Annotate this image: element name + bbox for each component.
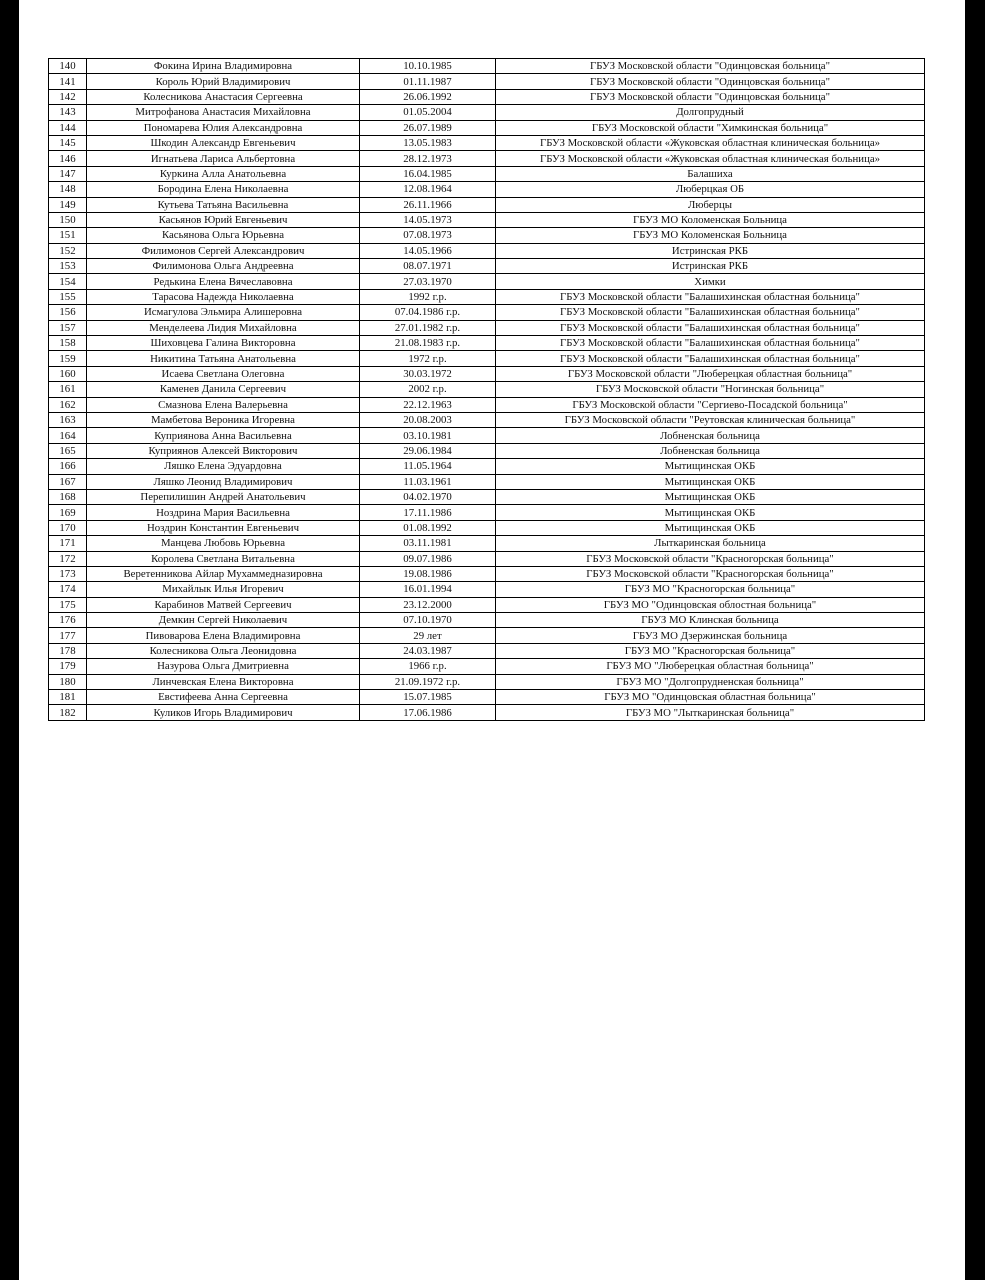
organization-cell: Истринская РКБ (496, 243, 925, 258)
table-row (49, 212, 925, 227)
table-row (49, 289, 925, 304)
birth-date-cell: 28.12.1973 (360, 151, 496, 166)
full-name-cell: Филимонова Ольга Андреевна (87, 259, 360, 274)
birth-date-cell: 11.05.1964 (360, 459, 496, 474)
row-number-cell: 166 (49, 459, 87, 474)
birth-date-cell: 30.03.1972 (360, 366, 496, 381)
full-name-cell: Кутьева Татьяна Васильевна (87, 197, 360, 212)
table-row (49, 197, 925, 212)
row-number-cell: 152 (49, 243, 87, 258)
full-name-cell: Бородина Елена Николаевна (87, 182, 360, 197)
table-row (49, 89, 925, 104)
row-number-cell: 158 (49, 336, 87, 351)
birth-date-cell: 10.10.1985 (360, 59, 496, 74)
full-name-cell: Михайлык Илья Игоревич (87, 582, 360, 597)
organization-cell: Лобненская больница (496, 428, 925, 443)
birth-date-cell: 26.07.1989 (360, 120, 496, 135)
organization-cell: ГБУЗ Московской области "Балашихинская областная больница" (496, 305, 925, 320)
birth-date-cell: 17.11.1986 (360, 505, 496, 520)
organization-cell: ГБУЗ МО Дзержинская больница (496, 628, 925, 643)
table-row (49, 366, 925, 381)
organization-cell: Люберцы (496, 197, 925, 212)
row-number-cell: 149 (49, 197, 87, 212)
table-row (49, 428, 925, 443)
organization-cell: ГБУЗ Московской области "Одинцовская больница" (496, 74, 925, 89)
table-row (49, 166, 925, 181)
full-name-cell: Куликов Игорь Владимирович (87, 705, 360, 720)
birth-date-cell: 07.10.1970 (360, 613, 496, 628)
birth-date-cell: 14.05.1966 (360, 243, 496, 258)
row-number-cell: 176 (49, 613, 87, 628)
organization-cell: ГБУЗ МО Коломенская Больница (496, 228, 925, 243)
organization-cell: Истринская РКБ (496, 259, 925, 274)
table-row (49, 382, 925, 397)
organization-cell: ГБУЗ Московской области "Балашихинская областная больница" (496, 336, 925, 351)
organization-cell: ГБУЗ МО Коломенская Больница (496, 212, 925, 227)
table-row (49, 182, 925, 197)
full-name-cell: Ляшко Елена Эдуардовна (87, 459, 360, 474)
row-number-cell: 182 (49, 705, 87, 720)
organization-cell: ГБУЗ Московской области "Реутовская клиническая больница" (496, 412, 925, 427)
row-number-cell: 154 (49, 274, 87, 289)
table-row (49, 613, 925, 628)
table-row (49, 628, 925, 643)
full-name-cell: Митрофанова Анастасия Михайловна (87, 105, 360, 120)
birth-date-cell: 24.03.1987 (360, 643, 496, 658)
table-row (49, 520, 925, 535)
row-number-cell: 163 (49, 412, 87, 427)
table-row (49, 659, 925, 674)
row-number-cell: 142 (49, 89, 87, 104)
organization-cell: ГБУЗ МО "Одинцовская облостная больница" (496, 597, 925, 612)
birth-date-cell: 21.08.1983 г.р. (360, 336, 496, 351)
organization-cell: ГБУЗ МО "Люберецкая областная больница" (496, 659, 925, 674)
organization-cell: ГБУЗ Московской области «Жуковская областная клиническая больница» (496, 151, 925, 166)
row-number-cell: 179 (49, 659, 87, 674)
row-number-cell: 169 (49, 505, 87, 520)
row-number-cell: 159 (49, 351, 87, 366)
row-number-cell: 167 (49, 474, 87, 489)
organization-cell: Лобненская больница (496, 443, 925, 458)
birth-date-cell: 04.02.1970 (360, 489, 496, 504)
row-number-cell: 164 (49, 428, 87, 443)
table-row (49, 274, 925, 289)
full-name-cell: Карабинов Матвей Сергеевич (87, 597, 360, 612)
row-number-cell: 165 (49, 443, 87, 458)
birth-date-cell: 03.10.1981 (360, 428, 496, 443)
full-name-cell: Шиховцева Галина Викторовна (87, 336, 360, 351)
organization-cell: Лыткаринская больница (496, 536, 925, 551)
organization-cell: Химки (496, 274, 925, 289)
birth-date-cell: 01.05.2004 (360, 105, 496, 120)
table-row (49, 305, 925, 320)
roster-body (49, 59, 925, 721)
birth-date-cell: 1966 г.р. (360, 659, 496, 674)
organization-cell: Мытищинская ОКБ (496, 520, 925, 535)
full-name-cell: Редькина Елена Вячеславовна (87, 274, 360, 289)
full-name-cell: Манцева Любовь Юрьевна (87, 536, 360, 551)
row-number-cell: 173 (49, 566, 87, 581)
full-name-cell: Линчевская Елена Викторовна (87, 674, 360, 689)
table-row (49, 243, 925, 258)
row-number-cell: 170 (49, 520, 87, 535)
full-name-cell: Куркина Алла Анатольевна (87, 166, 360, 181)
row-number-cell: 160 (49, 366, 87, 381)
table-row (49, 120, 925, 135)
birth-date-cell: 21.09.1972 г.р. (360, 674, 496, 689)
full-name-cell: Исмагулова Эльмира Алишеровна (87, 305, 360, 320)
row-number-cell: 145 (49, 135, 87, 150)
table-row (49, 674, 925, 689)
document-page (19, 0, 965, 1280)
organization-cell: ГБУЗ МО "Одинцовская областная больница" (496, 690, 925, 705)
organization-cell: ГБУЗ Московской области "Балашихинская областная больница" (496, 289, 925, 304)
organization-cell: ГБУЗ Московской области "Красногорская больница" (496, 566, 925, 581)
table-row (49, 443, 925, 458)
full-name-cell: Куприянов Алексей Викторович (87, 443, 360, 458)
birth-date-cell: 1972 г.р. (360, 351, 496, 366)
organization-cell: Мытищинская ОКБ (496, 505, 925, 520)
row-number-cell: 144 (49, 120, 87, 135)
row-number-cell: 146 (49, 151, 87, 166)
row-number-cell: 157 (49, 320, 87, 335)
birth-date-cell: 20.08.2003 (360, 412, 496, 427)
full-name-cell: Ляшко Леонид Владимирович (87, 474, 360, 489)
full-name-cell: Филимонов Сергей Александрович (87, 243, 360, 258)
organization-cell: ГБУЗ Московской области "Красногорская больница" (496, 551, 925, 566)
organization-cell: ГБУЗ МО Клинская больница (496, 613, 925, 628)
roster-table (48, 58, 925, 721)
row-number-cell: 174 (49, 582, 87, 597)
table-row (49, 505, 925, 520)
table-row (49, 489, 925, 504)
row-number-cell: 143 (49, 105, 87, 120)
full-name-cell: Пономарева Юлия Александровна (87, 120, 360, 135)
table-row (49, 551, 925, 566)
birth-date-cell: 09.07.1986 (360, 551, 496, 566)
organization-cell: ГБУЗ Московской области "Балашихинская областная больница" (496, 320, 925, 335)
birth-date-cell: 07.08.1973 (360, 228, 496, 243)
table-row (49, 474, 925, 489)
birth-date-cell: 26.06.1992 (360, 89, 496, 104)
table-row (49, 536, 925, 551)
row-number-cell: 171 (49, 536, 87, 551)
full-name-cell: Исаева Светлана Олеговна (87, 366, 360, 381)
organization-cell: ГБУЗ Московской области "Одинцовская больница" (496, 89, 925, 104)
birth-date-cell: 11.03.1961 (360, 474, 496, 489)
full-name-cell: Демкин Сергей Николаевич (87, 613, 360, 628)
full-name-cell: Ноздрина Мария Васильевна (87, 505, 360, 520)
row-number-cell: 175 (49, 597, 87, 612)
birth-date-cell: 14.05.1973 (360, 212, 496, 227)
table-row (49, 74, 925, 89)
table-row (49, 397, 925, 412)
birth-date-cell: 22.12.1963 (360, 397, 496, 412)
organization-cell: Люберцкая ОБ (496, 182, 925, 197)
full-name-cell: Каменев Данила Сергеевич (87, 382, 360, 397)
organization-cell: Мытищинская ОКБ (496, 489, 925, 504)
table-row (49, 690, 925, 705)
birth-date-cell: 01.08.1992 (360, 520, 496, 535)
full-name-cell: Перепилишин Андрей Анатольевич (87, 489, 360, 504)
full-name-cell: Назурова Ольга Дмитриевна (87, 659, 360, 674)
table-row (49, 151, 925, 166)
table-row (49, 566, 925, 581)
row-number-cell: 151 (49, 228, 87, 243)
birth-date-cell: 27.01.1982 г.р. (360, 320, 496, 335)
table-row (49, 412, 925, 427)
row-number-cell: 177 (49, 628, 87, 643)
full-name-cell: Мамбетова Вероника Игоревна (87, 412, 360, 427)
full-name-cell: Менделеева Лидия Михайловна (87, 320, 360, 335)
full-name-cell: Тарасова Надежда Николаевна (87, 289, 360, 304)
full-name-cell: Королева Светлана Витальевна (87, 551, 360, 566)
full-name-cell: Шкодин Александр Евгеньевич (87, 135, 360, 150)
organization-cell: ГБУЗ МО "Долгопрудненская больница" (496, 674, 925, 689)
row-number-cell: 150 (49, 212, 87, 227)
full-name-cell: Король Юрий Владимирович (87, 74, 360, 89)
row-number-cell: 162 (49, 397, 87, 412)
birth-date-cell: 16.04.1985 (360, 166, 496, 181)
full-name-cell: Никитина Татьяна Анатольевна (87, 351, 360, 366)
table-row (49, 351, 925, 366)
table-row (49, 135, 925, 150)
row-number-cell: 155 (49, 289, 87, 304)
birth-date-cell: 23.12.2000 (360, 597, 496, 612)
table-row (49, 228, 925, 243)
table-row (49, 336, 925, 351)
row-number-cell: 153 (49, 259, 87, 274)
organization-cell: ГБУЗ МО "Лыткаринская больница" (496, 705, 925, 720)
birth-date-cell: 13.05.1983 (360, 135, 496, 150)
table-row (49, 643, 925, 658)
birth-date-cell: 27.03.1970 (360, 274, 496, 289)
row-number-cell: 141 (49, 74, 87, 89)
organization-cell: ГБУЗ Московской области "Одинцовская больница" (496, 59, 925, 74)
organization-cell: Долгопрудный (496, 105, 925, 120)
full-name-cell: Пивоварова Елена Владимировна (87, 628, 360, 643)
row-number-cell: 180 (49, 674, 87, 689)
organization-cell: ГБУЗ МО "Красногорская больница" (496, 643, 925, 658)
full-name-cell: Колесникова Ольга Леонидовна (87, 643, 360, 658)
birth-date-cell: 1992 г.р. (360, 289, 496, 304)
organization-cell: Мытищинская ОКБ (496, 474, 925, 489)
organization-cell: Балашиха (496, 166, 925, 181)
full-name-cell: Веретенникова Айлар Мухаммедназировна (87, 566, 360, 581)
birth-date-cell: 03.11.1981 (360, 536, 496, 551)
organization-cell: ГБУЗ МО "Красногорская больница" (496, 582, 925, 597)
birth-date-cell: 2002 г.р. (360, 382, 496, 397)
birth-date-cell: 01.11.1987 (360, 74, 496, 89)
organization-cell: ГБУЗ Московской области «Жуковская областная клиническая больница» (496, 135, 925, 150)
table-row (49, 259, 925, 274)
row-number-cell: 161 (49, 382, 87, 397)
full-name-cell: Смазнова Елена Валерьевна (87, 397, 360, 412)
table-row (49, 582, 925, 597)
row-number-cell: 172 (49, 551, 87, 566)
organization-cell: Мытищинская ОКБ (496, 459, 925, 474)
organization-cell: ГБУЗ Московской области "Химкинская больница" (496, 120, 925, 135)
row-number-cell: 168 (49, 489, 87, 504)
birth-date-cell: 12.08.1964 (360, 182, 496, 197)
full-name-cell: Касьянова Ольга Юрьевна (87, 228, 360, 243)
full-name-cell: Фокина Ирина Владимировна (87, 59, 360, 74)
table-row (49, 320, 925, 335)
table-row (49, 705, 925, 720)
full-name-cell: Колесникова Анастасия Сергеевна (87, 89, 360, 104)
birth-date-cell: 29.06.1984 (360, 443, 496, 458)
row-number-cell: 140 (49, 59, 87, 74)
row-number-cell: 178 (49, 643, 87, 658)
birth-date-cell: 29 лет (360, 628, 496, 643)
full-name-cell: Игнатьева Лариса Альбертовна (87, 151, 360, 166)
row-number-cell: 148 (49, 182, 87, 197)
full-name-cell: Касьянов Юрий Евгеньевич (87, 212, 360, 227)
table-row (49, 105, 925, 120)
birth-date-cell: 26.11.1966 (360, 197, 496, 212)
row-number-cell: 147 (49, 166, 87, 181)
birth-date-cell: 15.07.1985 (360, 690, 496, 705)
organization-cell: ГБУЗ Московской области "Сергиево-Посадской больница" (496, 397, 925, 412)
row-number-cell: 181 (49, 690, 87, 705)
row-number-cell: 156 (49, 305, 87, 320)
full-name-cell: Куприянова Анна Васильевна (87, 428, 360, 443)
birth-date-cell: 07.04.1986 г.р. (360, 305, 496, 320)
table-row (49, 459, 925, 474)
birth-date-cell: 19.08.1986 (360, 566, 496, 581)
table-row (49, 59, 925, 74)
table-row (49, 597, 925, 612)
organization-cell: ГБУЗ Московской области "Люберецкая областная больница" (496, 366, 925, 381)
birth-date-cell: 17.06.1986 (360, 705, 496, 720)
birth-date-cell: 08.07.1971 (360, 259, 496, 274)
organization-cell: ГБУЗ Московской области "Балашихинская областная больница" (496, 351, 925, 366)
birth-date-cell: 16.01.1994 (360, 582, 496, 597)
full-name-cell: Ноздрин Константин Евгеньевич (87, 520, 360, 535)
organization-cell: ГБУЗ Московской области "Ногинская больница" (496, 382, 925, 397)
full-name-cell: Евстифеева Анна Сергеевна (87, 690, 360, 705)
